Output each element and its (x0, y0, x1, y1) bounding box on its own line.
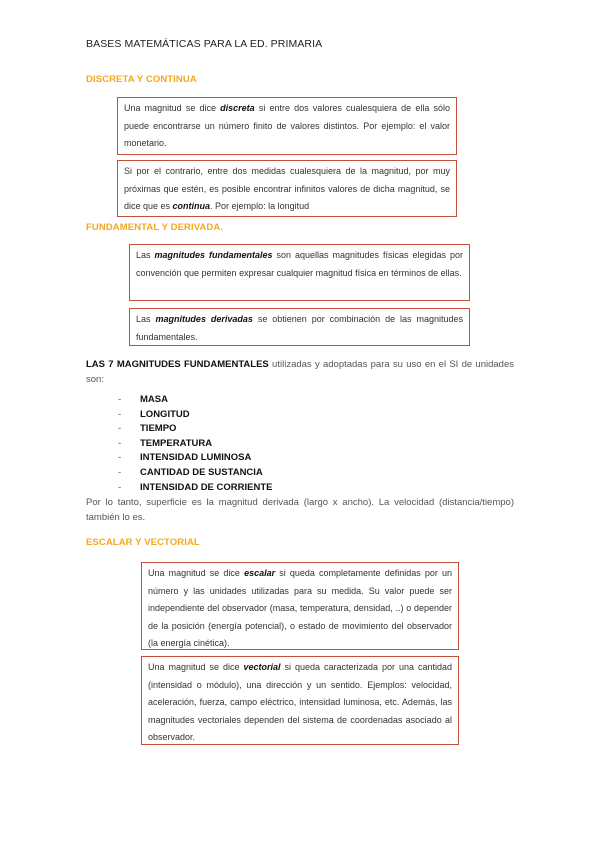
definition-text: Las magnitudes fundamentales son aquellas magnitudes físicas elegidas por convención que permiten expresar cualquier magnitud física en términos de ellas. (136, 250, 464, 278)
definition-text: Las magnitudes derivadas se obtienen por combinación de las magnitudes fundamentales. (136, 314, 463, 342)
definition-text: Una magnitud se dice vectorial si queda caracterizada por una cantidad (intensidad o módulo), una dirección y un sentido. Ejemplos: velocidad, aceleración, fuerza, campo eléctrico, intensidad luminosa, etc. Además, las magnitudes vectoriales dependen del sistema de coordenadas asociado al observador. (148, 662, 453, 742)
keyword-escalar: escalar (244, 568, 276, 578)
list-dash: - (118, 481, 122, 493)
list-item: - LONGITUD (118, 408, 272, 423)
definition-box-vectorial (141, 656, 459, 745)
list-dash: - (118, 466, 122, 478)
definition-text: Una magnitud se dice discreta si entre dos valores cualesquiera de ella sólo puede encontrarse un número finito de valores distintos. Por ejemplo: el valor monetario. (124, 103, 450, 148)
keyword-fundamentales: magnitudes fundamentales (154, 250, 273, 260)
list-dash: - (118, 408, 122, 420)
list-dash: - (118, 452, 122, 464)
definition-box-continua (117, 160, 457, 217)
heading-escalar-vectorial: ESCALAR Y VECTORIAL (86, 537, 200, 548)
definition-box-fundamentales (129, 244, 470, 301)
list-item: - TIEMPO (118, 422, 272, 437)
list-item: - MASA (118, 393, 272, 408)
heading-discreta-continua: DISCRETA Y CONTINUA (86, 74, 197, 85)
definition-box-escalar (141, 562, 459, 650)
keyword-continua: continua (172, 201, 211, 211)
document-header: BASES MATEMÁTICAS PARA LA ED. PRIMARIA (86, 38, 323, 50)
list-item: - TEMPERATURA (118, 437, 272, 452)
list-dash: - (118, 423, 122, 435)
list-item: - INTENSIDAD LUMINOSA (118, 451, 272, 466)
heading-fundamental-derivada: FUNDAMENTAL Y DERIVADA. (86, 222, 224, 233)
intro-paragraph (86, 357, 514, 387)
keyword-derivadas: magnitudes derivadas (155, 314, 253, 324)
conclusion-paragraph: Por lo tanto, superficie es la magnitud derivada (largo x ancho). La velocidad (distancia/tiempo) también lo es. (86, 497, 514, 523)
magnitudes-list (118, 393, 272, 495)
definition-box-discreta (117, 97, 457, 155)
list-item: - CANTIDAD DE SUSTANCIA (118, 466, 272, 481)
list-item: - INTENSIDAD DE CORRIENTE (118, 481, 272, 496)
list-dash: - (118, 437, 122, 449)
definition-box-derivadas (129, 308, 470, 346)
definition-text: Una magnitud se dice escalar si queda completamente definidas por un número y las unidades utilizadas para su medida. Su valor puede ser independiente del observador (masa, temperatura, densidad, ..) o depender de la posición (energía potencial), o estado de movimiento del observador (la energía cinética). (148, 568, 452, 648)
definition-text: Si por el contrario, entre dos medidas cualesquiera de la magnitud, por muy próximas que estén, es posible encontrar infinitos valores de dicha magnitud, se dice que es continua. Por ejemplo: la longitud (124, 166, 450, 211)
intro-rest: utilizadas y adoptadas para su uso en el SI de unidades son: (86, 359, 514, 385)
keyword-vectorial: vectorial (243, 662, 281, 672)
list-dash: - (118, 394, 122, 405)
intro-bold: LAS 7 MAGNITUDES FUNDAMENTALES (86, 359, 269, 370)
keyword-discreta: discreta (220, 103, 255, 113)
